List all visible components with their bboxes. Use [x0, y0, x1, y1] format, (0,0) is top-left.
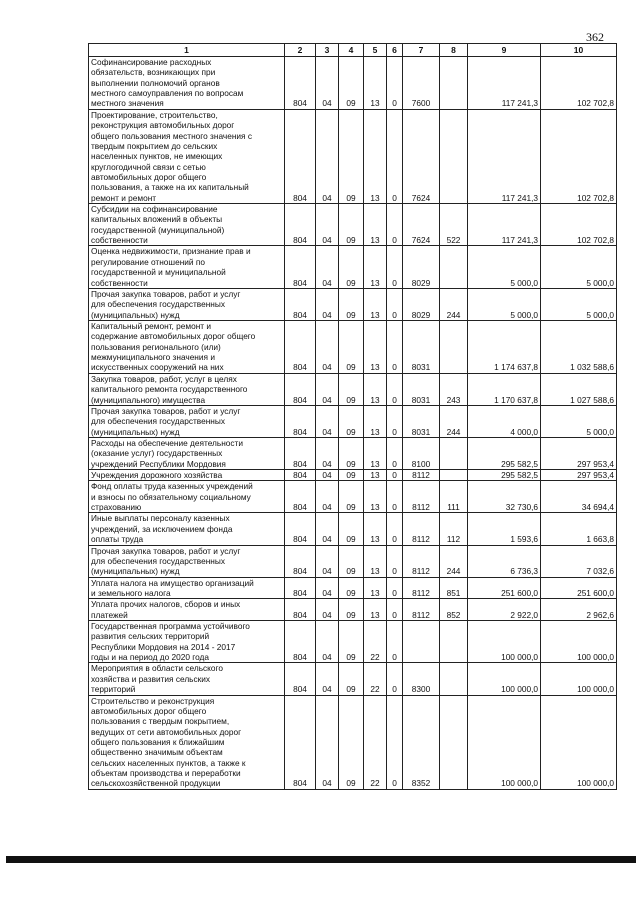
row-section: 04 [316, 320, 339, 373]
row-subprogram: 0 [387, 513, 403, 545]
row-program: 13 [364, 246, 387, 288]
row-amount-year1: 100 000,0 [468, 695, 541, 789]
row-subsection: 09 [339, 405, 364, 437]
row-target-code: 7624 [403, 109, 440, 203]
row-section: 04 [316, 599, 339, 621]
header-col-10: 10 [541, 44, 617, 57]
row-expense-type: 111 [440, 481, 468, 513]
row-expense-type: 244 [440, 288, 468, 320]
row-target-code: 8031 [403, 373, 440, 405]
row-target-code: 8112 [403, 599, 440, 621]
row-amount-year2: 100 000,0 [541, 621, 617, 663]
row-expense-type: 243 [440, 373, 468, 405]
row-subsection: 09 [339, 513, 364, 545]
table-row [89, 621, 617, 663]
row-subprogram: 0 [387, 288, 403, 320]
row-admin-code: 804 [285, 405, 316, 437]
row-program: 22 [364, 695, 387, 789]
row-description: Мероприятия в области сельского хозяйства и развития сельских территорий [89, 663, 285, 695]
row-amount-year2: 1 032 588,6 [541, 320, 617, 373]
row-target-code: 7600 [403, 57, 440, 110]
row-admin-code: 804 [285, 320, 316, 373]
row-subsection: 09 [339, 695, 364, 789]
row-target-code: 8112 [403, 481, 440, 513]
row-subprogram: 0 [387, 481, 403, 513]
row-section: 04 [316, 481, 339, 513]
row-section: 04 [316, 204, 339, 246]
header-col-1: 1 [89, 44, 285, 57]
header-col-8: 8 [440, 44, 468, 57]
row-subprogram: 0 [387, 109, 403, 203]
row-admin-code: 804 [285, 545, 316, 577]
row-subprogram: 0 [387, 246, 403, 288]
row-admin-code: 804 [285, 695, 316, 789]
row-section: 04 [316, 577, 339, 599]
table-row [89, 599, 617, 621]
row-subsection: 09 [339, 599, 364, 621]
row-amount-year1: 1 170 637,8 [468, 373, 541, 405]
row-admin-code: 804 [285, 621, 316, 663]
row-target-code: 8352 [403, 695, 440, 789]
row-description: Иные выплаты персоналу казенных учреждений, за исключением фонда оплаты труда [89, 513, 285, 545]
row-description: Прочая закупка товаров, работ и услуг для обеспечения государственных (муниципальных) нужд [89, 545, 285, 577]
row-subprogram: 0 [387, 57, 403, 110]
row-program: 13 [364, 437, 387, 469]
table-row [89, 470, 617, 481]
row-program: 13 [364, 481, 387, 513]
row-section: 04 [316, 246, 339, 288]
row-amount-year1: 6 736,3 [468, 545, 541, 577]
row-admin-code: 804 [285, 246, 316, 288]
row-admin-code: 804 [285, 109, 316, 203]
row-subsection: 09 [339, 109, 364, 203]
row-subsection: 09 [339, 373, 364, 405]
row-amount-year2: 5 000,0 [541, 246, 617, 288]
row-admin-code: 804 [285, 288, 316, 320]
budget-table [88, 43, 617, 790]
row-subsection: 09 [339, 204, 364, 246]
row-section: 04 [316, 288, 339, 320]
row-description: Фонд оплаты труда казенных учреждений и взносы по обязательному социальному страхованию [89, 481, 285, 513]
row-expense-type: 244 [440, 545, 468, 577]
row-amount-year2: 7 032,6 [541, 545, 617, 577]
row-target-code: 8031 [403, 320, 440, 373]
row-program: 13 [364, 470, 387, 481]
row-target-code: 8031 [403, 405, 440, 437]
row-description: Прочая закупка товаров, работ и услуг для обеспечения государственных (муниципальных) нужд [89, 405, 285, 437]
row-amount-year2: 100 000,0 [541, 695, 617, 789]
table-row [89, 577, 617, 599]
row-target-code: 8112 [403, 545, 440, 577]
row-program: 22 [364, 621, 387, 663]
row-amount-year1: 117 241,3 [468, 204, 541, 246]
row-expense-type [440, 437, 468, 469]
table-row [89, 405, 617, 437]
row-section: 04 [316, 373, 339, 405]
header-col-9: 9 [468, 44, 541, 57]
row-amount-year2: 251 600,0 [541, 577, 617, 599]
row-description: Строительство и реконструкция автомобильных дорог общего пользования с твердым покрытием, ведущих от сети автомобильных дорог общего пользования к ближайшим общественно значимым объектам сельских населенных пунктов, а также к объектам производства и переработки сельскохозяйственной продукции [89, 695, 285, 789]
row-target-code: 8112 [403, 513, 440, 545]
row-section: 04 [316, 545, 339, 577]
row-subsection: 09 [339, 470, 364, 481]
row-subprogram: 0 [387, 320, 403, 373]
row-section: 04 [316, 405, 339, 437]
row-amount-year1: 1 593,6 [468, 513, 541, 545]
row-amount-year2: 5 000,0 [541, 288, 617, 320]
row-expense-type [440, 109, 468, 203]
row-subsection: 09 [339, 437, 364, 469]
row-subprogram: 0 [387, 437, 403, 469]
header-col-7: 7 [403, 44, 440, 57]
page-number: 362 [586, 30, 604, 44]
row-amount-year1: 117 241,3 [468, 57, 541, 110]
table-row [89, 663, 617, 695]
row-amount-year1: 251 600,0 [468, 577, 541, 599]
row-description: Закупка товаров, работ, услуг в целях капитального ремонта государственного (муниципального) имущества [89, 373, 285, 405]
row-expense-type [440, 246, 468, 288]
row-subprogram: 0 [387, 621, 403, 663]
row-program: 13 [364, 204, 387, 246]
row-subsection: 09 [339, 621, 364, 663]
row-expense-type [440, 57, 468, 110]
row-description: Субсидии на софинансирование капитальных вложений в объекты государственной (муниципальной) собственности [89, 204, 285, 246]
row-amount-year1: 5 000,0 [468, 246, 541, 288]
table-row [89, 481, 617, 513]
row-expense-type: 522 [440, 204, 468, 246]
table-row [89, 288, 617, 320]
row-section: 04 [316, 663, 339, 695]
row-description: Государственная программа устойчивого развития сельских территорий Республики Мордовия на 2014 - 2017 годы и на период до 2020 года [89, 621, 285, 663]
table-header-row [89, 44, 617, 57]
table-row [89, 695, 617, 789]
row-expense-type [440, 695, 468, 789]
table-row [89, 513, 617, 545]
row-admin-code: 804 [285, 204, 316, 246]
row-description: Софинансирование расходных обязательств, возникающих при выполнении полномочий органов местного самоуправления по вопросам местного значения [89, 57, 285, 110]
row-program: 13 [364, 57, 387, 110]
row-admin-code: 804 [285, 481, 316, 513]
row-admin-code: 804 [285, 470, 316, 481]
row-amount-year1: 1 174 637,8 [468, 320, 541, 373]
table-row [89, 204, 617, 246]
row-expense-type: 244 [440, 405, 468, 437]
row-target-code: 8112 [403, 577, 440, 599]
row-subprogram: 0 [387, 663, 403, 695]
row-amount-year2: 297 953,4 [541, 437, 617, 469]
row-amount-year1: 5 000,0 [468, 288, 541, 320]
row-expense-type [440, 621, 468, 663]
row-admin-code: 804 [285, 577, 316, 599]
row-expense-type: 852 [440, 599, 468, 621]
row-section: 04 [316, 437, 339, 469]
row-admin-code: 804 [285, 513, 316, 545]
row-section: 04 [316, 57, 339, 110]
row-program: 13 [364, 405, 387, 437]
row-target-code: 8100 [403, 437, 440, 469]
header-col-2: 2 [285, 44, 316, 57]
row-amount-year1: 117 241,3 [468, 109, 541, 203]
row-admin-code: 804 [285, 599, 316, 621]
row-subsection: 09 [339, 545, 364, 577]
row-program: 13 [364, 513, 387, 545]
row-program: 13 [364, 109, 387, 203]
row-subprogram: 0 [387, 204, 403, 246]
row-subsection: 09 [339, 577, 364, 599]
row-admin-code: 804 [285, 57, 316, 110]
row-expense-type: 851 [440, 577, 468, 599]
row-description: Расходы на обеспечение деятельности (оказание услуг) государственных учреждений Республики Мордовия [89, 437, 285, 469]
row-amount-year2: 34 694,4 [541, 481, 617, 513]
row-program: 13 [364, 545, 387, 577]
row-subprogram: 0 [387, 695, 403, 789]
scan-edge-bar [6, 856, 636, 863]
row-target-code [403, 621, 440, 663]
row-subprogram: 0 [387, 577, 403, 599]
table-row [89, 545, 617, 577]
row-amount-year1: 295 582,5 [468, 470, 541, 481]
table-row [89, 437, 617, 469]
row-section: 04 [316, 109, 339, 203]
row-subprogram: 0 [387, 373, 403, 405]
row-program: 13 [364, 373, 387, 405]
header-col-4: 4 [339, 44, 364, 57]
row-program: 13 [364, 288, 387, 320]
row-admin-code: 804 [285, 373, 316, 405]
row-subprogram: 0 [387, 470, 403, 481]
row-subprogram: 0 [387, 405, 403, 437]
row-target-code: 8029 [403, 246, 440, 288]
row-amount-year2: 2 962,6 [541, 599, 617, 621]
row-description: Уплата налога на имущество организаций и земельного налога [89, 577, 285, 599]
row-section: 04 [316, 621, 339, 663]
row-program: 13 [364, 577, 387, 599]
row-description: Проектирование, строительство, реконструкция автомобильных дорог общего пользования местного значения с твердым покрытием до сельских населенных пунктов, не имеющих круглогодичной связи с сетью автомобильных дорог общего пользования, а также на их капитальный ремонт и ремонт [89, 109, 285, 203]
table-row [89, 373, 617, 405]
header-col-5: 5 [364, 44, 387, 57]
row-amount-year1: 295 582,5 [468, 437, 541, 469]
row-amount-year2: 102 702,8 [541, 204, 617, 246]
row-program: 22 [364, 663, 387, 695]
row-section: 04 [316, 470, 339, 481]
row-target-code: 7624 [403, 204, 440, 246]
row-section: 04 [316, 695, 339, 789]
row-amount-year1: 32 730,6 [468, 481, 541, 513]
row-subprogram: 0 [387, 599, 403, 621]
row-subsection: 09 [339, 320, 364, 373]
row-subsection: 09 [339, 481, 364, 513]
row-subsection: 09 [339, 288, 364, 320]
row-amount-year1: 2 922,0 [468, 599, 541, 621]
row-subsection: 09 [339, 663, 364, 695]
row-amount-year1: 100 000,0 [468, 663, 541, 695]
row-description: Уплата прочих налогов, сборов и иных платежей [89, 599, 285, 621]
table-row [89, 109, 617, 203]
row-amount-year1: 4 000,0 [468, 405, 541, 437]
row-target-code: 8300 [403, 663, 440, 695]
row-description: Учреждения дорожного хозяйства [89, 470, 285, 481]
row-amount-year2: 1 027 588,6 [541, 373, 617, 405]
row-amount-year1: 100 000,0 [468, 621, 541, 663]
row-target-code: 8029 [403, 288, 440, 320]
row-amount-year2: 1 663,8 [541, 513, 617, 545]
row-expense-type [440, 320, 468, 373]
row-description: Капитальный ремонт, ремонт и содержание автомобильных дорог общего пользования регионального (или) межмуниципального значения и искусственных сооружений на них [89, 320, 285, 373]
table-row [89, 57, 617, 110]
row-admin-code: 804 [285, 437, 316, 469]
row-amount-year2: 102 702,8 [541, 57, 617, 110]
header-col-6: 6 [387, 44, 403, 57]
row-expense-type: 112 [440, 513, 468, 545]
row-subprogram: 0 [387, 545, 403, 577]
row-description: Оценка недвижимости, признание прав и регулирование отношений по государственной и муниципальной собственности [89, 246, 285, 288]
row-amount-year2: 297 953,4 [541, 470, 617, 481]
row-amount-year2: 5 000,0 [541, 405, 617, 437]
table-row [89, 320, 617, 373]
row-program: 13 [364, 320, 387, 373]
row-admin-code: 804 [285, 663, 316, 695]
row-target-code: 8112 [403, 470, 440, 481]
row-section: 04 [316, 513, 339, 545]
row-expense-type [440, 663, 468, 695]
header-col-3: 3 [316, 44, 339, 57]
row-amount-year2: 100 000,0 [541, 663, 617, 695]
row-subsection: 09 [339, 246, 364, 288]
row-expense-type [440, 470, 468, 481]
row-subsection: 09 [339, 57, 364, 110]
row-program: 13 [364, 599, 387, 621]
row-description: Прочая закупка товаров, работ и услуг для обеспечения государственных (муниципальных) нужд [89, 288, 285, 320]
row-amount-year2: 102 702,8 [541, 109, 617, 203]
table-row [89, 246, 617, 288]
